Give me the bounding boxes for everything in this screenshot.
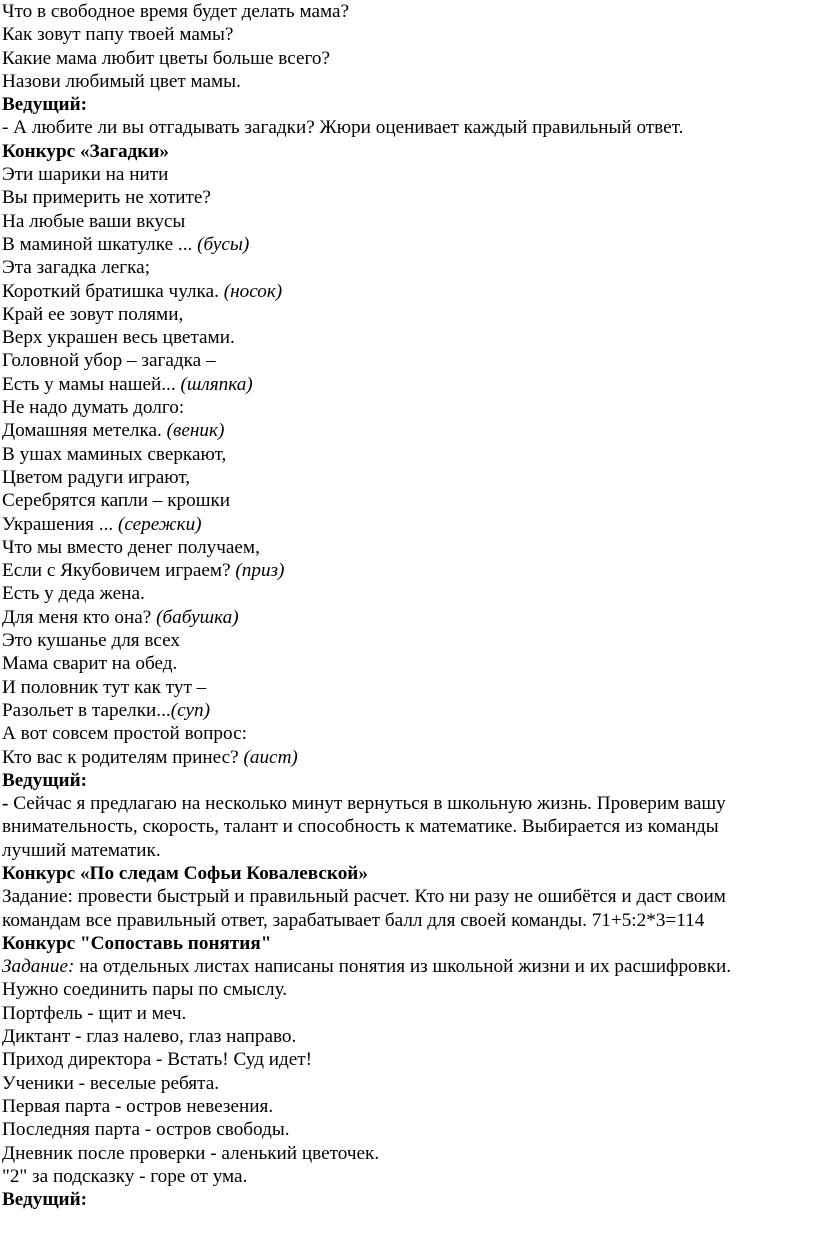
line-text: Головной убор – загадка – — [2, 350, 216, 372]
text-line — [2, 419, 810, 442]
text-line — [2, 1002, 810, 1025]
text-line — [2, 792, 810, 815]
line-text: Для меня кто она? — [2, 606, 152, 628]
text-line — [2, 676, 810, 699]
line-text: Дневник после проверки - аленький цветочек. — [2, 1142, 380, 1164]
line-text: Домашняя метелка. — [2, 420, 162, 442]
text-line — [2, 186, 810, 209]
text-line — [2, 70, 810, 93]
line-text: Как зовут папу твоей мамы? — [2, 24, 234, 46]
riddle-answer: (аист) — [243, 746, 298, 768]
heading-text: Ведущий: — [2, 94, 88, 116]
heading-text: Ведущий: — [2, 769, 88, 791]
text-line — [2, 23, 810, 46]
text-line — [2, 722, 810, 745]
line-text: Цветом радуги играют, — [2, 466, 191, 488]
text-line — [2, 699, 810, 722]
text-line — [2, 349, 810, 372]
heading-text: Ведущий: — [2, 1189, 88, 1211]
line-text: Серебрятся капли – крошки — [2, 490, 231, 512]
line-text: Это кушанье для всех — [2, 630, 180, 652]
text-line — [2, 303, 810, 326]
line-text: Эта загадка легка; — [2, 257, 151, 279]
text-line — [2, 280, 810, 303]
dash-marker: - — [2, 793, 14, 815]
section-heading — [2, 769, 810, 792]
text-line — [2, 466, 810, 489]
text-line — [2, 396, 810, 419]
line-text: Не надо думать долго: — [2, 397, 185, 419]
line-text: Что в свободное время будет делать мама? — [2, 1, 350, 22]
text-line — [2, 746, 810, 769]
line-text: Если с Якубовичем играем? — [2, 560, 231, 582]
line-text: Есть у мамы нашей... — [2, 373, 176, 395]
line-text: Первая парта - остров невезения. — [2, 1095, 274, 1117]
line-text: внимательность, скорость, талант и способность к математике. Выбирается из команды — [2, 816, 719, 838]
text-line — [2, 955, 810, 978]
text-line — [2, 606, 810, 629]
text-line — [2, 0, 810, 23]
text-line — [2, 326, 810, 349]
section-heading — [2, 932, 810, 955]
text-line — [2, 1048, 810, 1071]
text-line — [2, 1095, 810, 1118]
text-line — [2, 1142, 810, 1165]
text-line — [2, 233, 810, 256]
text-line — [2, 1118, 810, 1141]
line-text: Мама сварит на обед. — [2, 653, 178, 675]
section-heading — [2, 1188, 810, 1211]
task-label: Задание: — [2, 956, 75, 978]
line-text: Последняя парта - остров свободы. — [2, 1119, 290, 1141]
line-text: - А любите ли вы отгадывать загадки? Жюри оценивает каждый правильный ответ. — [2, 117, 684, 139]
line-text: Нужно соединить пары по смыслу. — [2, 979, 288, 1001]
line-text: Приход директора - Встать! Суд идет! — [2, 1049, 313, 1071]
text-line — [2, 885, 810, 908]
text-line — [2, 978, 810, 1001]
line-text: Сейчас я предлагаю на несколько минут вернуться в школьную жизнь. Проверим вашу — [13, 793, 726, 815]
text-line — [2, 256, 810, 279]
text-line — [2, 513, 810, 536]
line-text: В ушах маминых сверкают, — [2, 443, 227, 465]
text-line — [2, 163, 810, 186]
riddle-answer: (бусы) — [197, 233, 250, 255]
line-text: Диктант - глаз налево, глаз направо. — [2, 1026, 297, 1048]
riddle-answer: (сережки) — [117, 513, 202, 535]
heading-text: Конкурс «По следам Софьи Ковалевской» — [2, 862, 368, 884]
riddle-answer: (шляпка) — [180, 373, 253, 395]
text-line — [2, 536, 810, 559]
text-line — [2, 1165, 810, 1188]
line-text: Украшения ... — [2, 513, 114, 535]
line-text: Ученики - веселые ребята. — [2, 1072, 220, 1094]
line-text: Портфель - щит и меч. — [2, 1002, 187, 1024]
text-line — [2, 1072, 810, 1095]
heading-text: Конкурс «Загадки» — [2, 140, 169, 162]
line-text: Какие мама любит цветы больше всего? — [2, 47, 330, 69]
line-text: А вот совсем простой вопрос: — [2, 723, 247, 745]
line-text: командам все правильный ответ, зарабатывает балл для своей команды. 71+5:2*3=114 — [2, 909, 705, 931]
text-line — [2, 559, 810, 582]
text-line — [2, 47, 810, 70]
text-line — [2, 443, 810, 466]
riddle-answer: (суп) — [170, 699, 210, 721]
text-line — [2, 489, 810, 512]
riddle-answer: (бабушка) — [156, 606, 239, 628]
line-text: "2" за подсказку - горе от ума. — [2, 1165, 248, 1187]
text-line — [2, 815, 810, 838]
section-heading — [2, 862, 810, 885]
text-line — [2, 652, 810, 675]
line-text: Вы примерить не хотите? — [2, 187, 211, 209]
line-text: Разольет в тарелки... — [2, 699, 171, 721]
text-line — [2, 1025, 810, 1048]
text-line — [2, 116, 810, 139]
line-text: Кто вас к родителям принес? — [2, 746, 239, 768]
line-text: В маминой шкатулке ... — [2, 233, 193, 255]
line-text: На любые ваши вкусы — [2, 210, 186, 232]
riddle-answer: (носок) — [223, 280, 283, 302]
text-line — [2, 839, 810, 862]
line-text: на отдельных листах написаны понятия из школьной жизни и их расшифровки. — [74, 956, 732, 978]
text-line — [2, 582, 810, 605]
text-line — [2, 909, 810, 932]
line-text: И половник тут как тут – — [2, 676, 207, 698]
line-text: Есть у деда жена. — [2, 583, 145, 605]
section-heading — [2, 93, 810, 116]
riddle-answer: (веник) — [166, 420, 225, 442]
line-text: Что мы вместо денег получаем, — [2, 536, 260, 558]
text-line — [2, 210, 810, 233]
line-text: лучший математик. — [2, 839, 161, 861]
line-text: Короткий братишка чулка. — [2, 280, 219, 302]
line-text: Эти шарики на нити — [2, 164, 169, 186]
text-line — [2, 373, 810, 396]
text-line — [2, 629, 810, 652]
line-text: Верх украшен весь цветами. — [2, 327, 235, 349]
section-heading — [2, 140, 810, 163]
heading-text: Конкурс "Сопоставь понятия" — [2, 932, 272, 954]
line-text: Край ее зовут полями, — [2, 303, 184, 325]
line-text: Задание: провести быстрый и правильный расчет. Кто ни разу не ошибётся и даст своим — [2, 886, 726, 908]
riddle-answer: (приз) — [235, 560, 285, 582]
line-text: Назови любимый цвет мамы. — [2, 70, 241, 92]
